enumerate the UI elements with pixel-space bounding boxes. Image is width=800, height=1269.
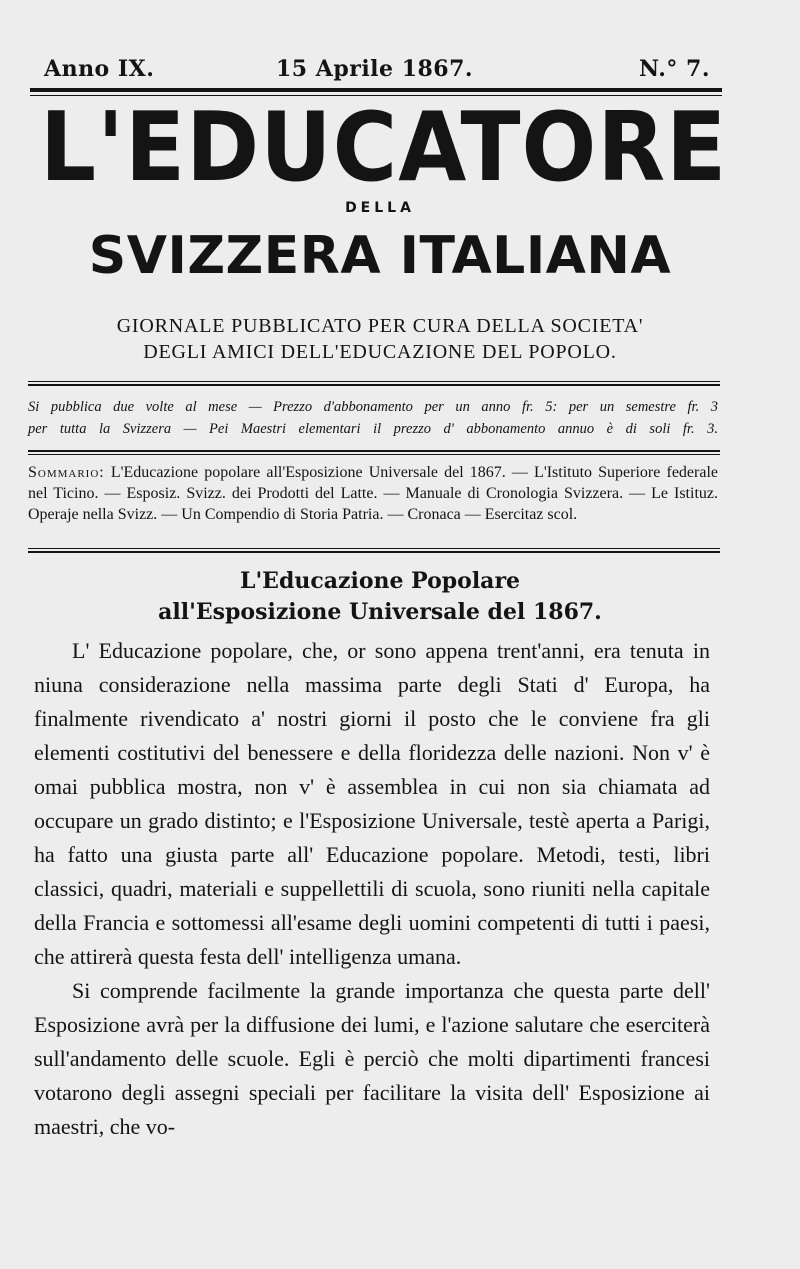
masthead-tagline-line-1: GIORNALE PUBBLICATO PER CURA DELLA SOCIETA': [116, 315, 644, 337]
masthead-title: L'EDUCATORE: [40, 91, 728, 203]
issue-number: N.° 7.: [639, 56, 710, 82]
summary-rule-bottom-thick: [28, 551, 720, 553]
summary-label: Sommario:: [28, 464, 105, 481]
masthead-tagline-line-2: DEGLI AMICI DELL'EDUCAZIONE DEL POPOLO.: [143, 341, 617, 363]
summary-text: L'Educazione popolare all'Esposizione Universale del 1867. — L'Istituto Superiore federale nel Ticino. — Esposiz. Svizz. dei Prodotti del Latte. — Manuale di Cronologia Svizzera. — Le Istituz. Operaje nella Svizz. — Un Compendio di Storia Patria. — Cronaca — Esercitaz scol.: [28, 464, 718, 523]
issue-year: Anno IX.: [44, 56, 155, 82]
subscription-rule-top-thin: [28, 381, 720, 382]
subscription-line-1: Si pubblica due volte al mese — Prezzo d'abbonamento per un anno fr. 5: per un semestre fr. 3: [28, 399, 718, 415]
article-body: [34, 634, 710, 1144]
subscription-rule-top-thick: [28, 384, 720, 386]
summary-rule-top-thin: [28, 454, 720, 455]
summary-rule-top-thick: [28, 450, 720, 452]
issue-date: 15 Aprile 1867.: [276, 56, 474, 82]
issue-header: [40, 56, 720, 84]
article-paragraph-2: Si comprende facilmente la grande importanza che questa parte dell' Esposizione avrà per la diffusione dei lumi, e l'azione salutare che eserciterà sull'andamento delle scuole. Egli è perciò che molti dipartimenti francesi votarono degli assegni speciali per facilitare la visita dell' Esposizione ai maestri, che vo-: [34, 978, 710, 1139]
article-title-line-1: L'Educazione Popolare: [239, 568, 521, 594]
subscription-line-2: per tutta la Svizzera — Pei Maestri elementari il prezzo d' abbonamento annuo è di soli fr. 3.: [28, 421, 718, 437]
masthead-subtitle: SVIZZERA ITALIANA: [88, 226, 672, 286]
article-paragraph-1: L' Educazione popolare, che, or sono appena trent'anni, era tenuta in niuna considerazione nella massima parte degli Stati d' Europa, ha finalmente rivendicato a' nostri giorni il posto che le conviene fra gli elementi costitutivi del benessere e della floridezza delle nazioni. Non v' è omai pubblica mostra, non v' è assemblea in cui non sia chiamata ad occupare un grado distinto; e l'Esposizione Universale, testè aperta a Parigi, ha fatto una giusta parte all' Educazione popolare. Metodi, testi, libri classici, quadri, materiali e suppellettili di scuola, sono riuniti nella capitale della Francia e sottomessi all'esame degli uomini competenti di tutti i paesi, che attirerà questa festa dell' intelligenza umana.: [34, 638, 710, 969]
article-title-line-2: all'Esposizione Universale del 1867.: [158, 599, 602, 625]
summary-rule-bottom-thin: [28, 548, 720, 549]
masthead-della: DELLA: [345, 200, 415, 216]
summary-block: [28, 462, 718, 525]
